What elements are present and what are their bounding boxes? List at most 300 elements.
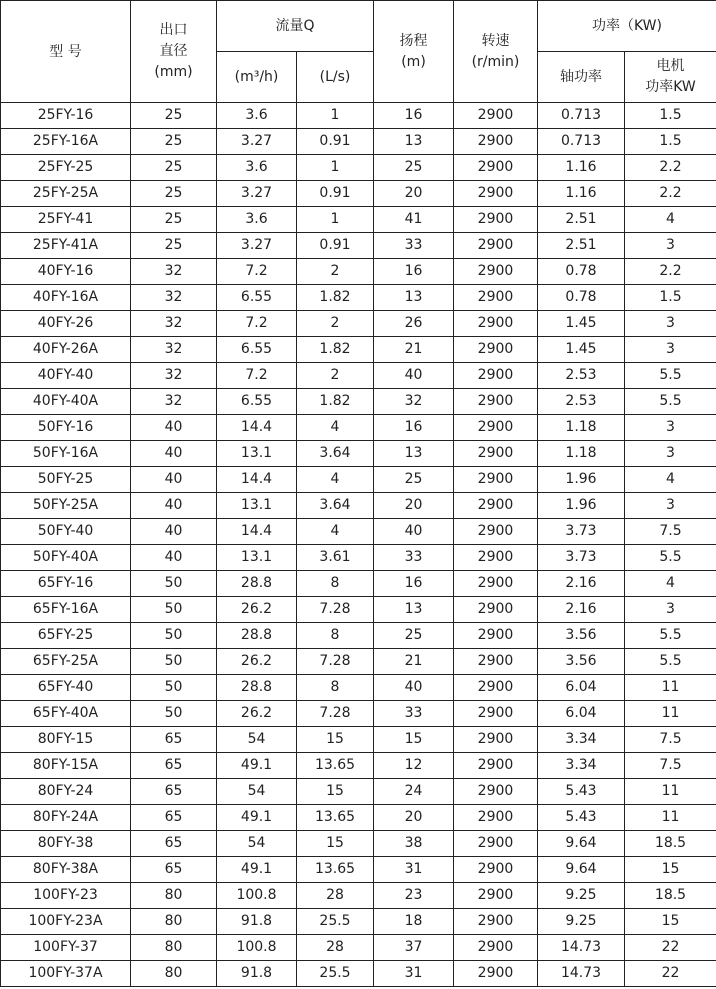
- speed-cell: 2900: [454, 727, 538, 753]
- table-row: [1, 701, 716, 727]
- model-cell: 50FY-25: [1, 467, 131, 493]
- speed-cell: 2900: [454, 779, 538, 805]
- table-row: [1, 909, 716, 935]
- motor-power-cell: 3: [625, 233, 716, 259]
- model-cell: 25FY-25A: [1, 181, 131, 207]
- flow-m3h-cell: 49.1: [217, 805, 297, 831]
- model-cell: 65FY-25A: [1, 649, 131, 675]
- shaft-power-cell: 3.73: [538, 545, 625, 571]
- table-row: [1, 233, 716, 259]
- outlet-cell: 32: [131, 311, 217, 337]
- motor-power-cell: 1.5: [625, 103, 716, 129]
- outlet-cell: 65: [131, 857, 217, 883]
- shaft-power-cell: 0.713: [538, 129, 625, 155]
- head-cell: 33: [374, 233, 454, 259]
- model-cell: 50FY-16A: [1, 441, 131, 467]
- shaft-power-cell: 0.78: [538, 285, 625, 311]
- shaft-power-cell: 2.16: [538, 571, 625, 597]
- speed-cell: 2900: [454, 883, 538, 909]
- flow-ls-cell: 15: [297, 727, 374, 753]
- speed-cell: 2900: [454, 623, 538, 649]
- speed-cell: 2900: [454, 181, 538, 207]
- flow-ls-cell: 0.91: [297, 129, 374, 155]
- table-row: [1, 155, 716, 181]
- table-body: [1, 103, 716, 987]
- header-flow: 流量Q: [217, 1, 374, 52]
- flow-m3h-cell: 26.2: [217, 597, 297, 623]
- head-cell: 18: [374, 909, 454, 935]
- flow-m3h-cell: 54: [217, 779, 297, 805]
- header-model: 型 号: [1, 1, 131, 103]
- motor-power-cell: 11: [625, 805, 716, 831]
- header-speed-line1: 转速: [481, 32, 510, 49]
- outlet-cell: 40: [131, 441, 217, 467]
- model-cell: 65FY-40: [1, 675, 131, 701]
- header-outlet-line2: 直径: [159, 43, 188, 59]
- flow-m3h-cell: 91.8: [217, 909, 297, 935]
- shaft-power-cell: 6.04: [538, 675, 625, 701]
- speed-cell: 2900: [454, 285, 538, 311]
- shaft-power-cell: 14.73: [538, 935, 625, 961]
- motor-power-cell: 5.5: [625, 545, 716, 571]
- flow-ls-cell: 1: [297, 207, 374, 233]
- head-cell: 16: [374, 571, 454, 597]
- motor-power-cell: 2.2: [625, 181, 716, 207]
- outlet-cell: 25: [131, 129, 217, 155]
- table-row: [1, 675, 716, 701]
- table-row: [1, 389, 716, 415]
- flow-m3h-cell: 26.2: [217, 649, 297, 675]
- motor-power-cell: 4: [625, 207, 716, 233]
- motor-power-cell: 3: [625, 311, 716, 337]
- table-row: [1, 519, 716, 545]
- shaft-power-cell: 5.43: [538, 779, 625, 805]
- speed-cell: 2900: [454, 337, 538, 363]
- flow-ls-cell: 3.64: [297, 441, 374, 467]
- flow-ls-cell: 1.82: [297, 389, 374, 415]
- speed-cell: 2900: [454, 701, 538, 727]
- outlet-cell: 40: [131, 519, 217, 545]
- motor-power-cell: 11: [625, 701, 716, 727]
- flow-m3h-cell: 49.1: [217, 857, 297, 883]
- shaft-power-cell: 0.713: [538, 103, 625, 129]
- motor-power-cell: 4: [625, 467, 716, 493]
- head-cell: 31: [374, 857, 454, 883]
- speed-cell: 2900: [454, 909, 538, 935]
- motor-power-cell: 11: [625, 675, 716, 701]
- flow-m3h-cell: 91.8: [217, 961, 297, 987]
- flow-m3h-cell: 6.55: [217, 389, 297, 415]
- table-row: [1, 493, 716, 519]
- header-flow-ls: (L/s): [297, 52, 374, 103]
- model-cell: 25FY-16: [1, 103, 131, 129]
- table-row: [1, 441, 716, 467]
- shaft-power-cell: 9.64: [538, 857, 625, 883]
- header-motor-power: [625, 52, 716, 103]
- shaft-power-cell: 2.53: [538, 389, 625, 415]
- outlet-cell: 40: [131, 415, 217, 441]
- flow-ls-cell: 13.65: [297, 857, 374, 883]
- flow-m3h-cell: 6.55: [217, 337, 297, 363]
- table-row: [1, 753, 716, 779]
- flow-ls-cell: 1: [297, 103, 374, 129]
- motor-power-cell: 3: [625, 493, 716, 519]
- flow-ls-cell: 1.82: [297, 285, 374, 311]
- flow-ls-cell: 4: [297, 467, 374, 493]
- head-cell: 38: [374, 831, 454, 857]
- shaft-power-cell: 6.04: [538, 701, 625, 727]
- outlet-cell: 32: [131, 285, 217, 311]
- model-cell: 50FY-40: [1, 519, 131, 545]
- head-cell: 33: [374, 701, 454, 727]
- table-row: [1, 311, 716, 337]
- flow-ls-cell: 4: [297, 519, 374, 545]
- table-row: [1, 857, 716, 883]
- speed-cell: 2900: [454, 675, 538, 701]
- header-outlet-diameter: [131, 1, 217, 103]
- flow-ls-cell: 25.5: [297, 909, 374, 935]
- motor-power-cell: 3: [625, 415, 716, 441]
- header-head-line2: (m): [401, 53, 426, 70]
- head-cell: 20: [374, 493, 454, 519]
- motor-power-cell: 1.5: [625, 285, 716, 311]
- shaft-power-cell: 1.45: [538, 311, 625, 337]
- motor-power-cell: 5.5: [625, 389, 716, 415]
- flow-ls-cell: 7.28: [297, 649, 374, 675]
- table-row: [1, 103, 716, 129]
- outlet-cell: 32: [131, 389, 217, 415]
- motor-power-cell: 3: [625, 337, 716, 363]
- shaft-power-cell: 9.25: [538, 909, 625, 935]
- flow-m3h-cell: 28.8: [217, 571, 297, 597]
- speed-cell: 2900: [454, 129, 538, 155]
- model-cell: 100FY-37: [1, 935, 131, 961]
- head-cell: 16: [374, 415, 454, 441]
- speed-cell: 2900: [454, 103, 538, 129]
- flow-m3h-cell: 28.8: [217, 623, 297, 649]
- flow-ls-cell: 1.82: [297, 337, 374, 363]
- head-cell: 37: [374, 935, 454, 961]
- speed-cell: 2900: [454, 467, 538, 493]
- flow-ls-cell: 7.28: [297, 701, 374, 727]
- flow-m3h-cell: 28.8: [217, 675, 297, 701]
- outlet-cell: 32: [131, 259, 217, 285]
- outlet-cell: 50: [131, 649, 217, 675]
- outlet-cell: 65: [131, 779, 217, 805]
- shaft-power-cell: 1.18: [538, 441, 625, 467]
- outlet-cell: 40: [131, 493, 217, 519]
- model-cell: 80FY-24A: [1, 805, 131, 831]
- table-row: [1, 935, 716, 961]
- table-row: [1, 805, 716, 831]
- model-cell: 65FY-25: [1, 623, 131, 649]
- head-cell: 40: [374, 675, 454, 701]
- flow-ls-cell: 28: [297, 935, 374, 961]
- header-power: 功率（KW): [538, 1, 716, 52]
- motor-power-cell: 1.5: [625, 129, 716, 155]
- flow-ls-cell: 28: [297, 883, 374, 909]
- motor-power-cell: 11: [625, 779, 716, 805]
- outlet-cell: 65: [131, 831, 217, 857]
- head-cell: 24: [374, 779, 454, 805]
- table-row: [1, 207, 716, 233]
- flow-ls-cell: 2: [297, 311, 374, 337]
- shaft-power-cell: 1.18: [538, 415, 625, 441]
- flow-m3h-cell: 14.4: [217, 519, 297, 545]
- model-cell: 40FY-26: [1, 311, 131, 337]
- shaft-power-cell: 3.56: [538, 649, 625, 675]
- motor-power-cell: 22: [625, 961, 716, 987]
- shaft-power-cell: 14.73: [538, 961, 625, 987]
- head-cell: 32: [374, 389, 454, 415]
- motor-power-cell: 3: [625, 441, 716, 467]
- table-row: [1, 623, 716, 649]
- shaft-power-cell: 3.56: [538, 623, 625, 649]
- speed-cell: 2900: [454, 207, 538, 233]
- table-row: [1, 545, 716, 571]
- flow-m3h-cell: 3.27: [217, 181, 297, 207]
- head-cell: 25: [374, 623, 454, 649]
- outlet-cell: 80: [131, 961, 217, 987]
- model-cell: 50FY-40A: [1, 545, 131, 571]
- motor-power-cell: 2.2: [625, 259, 716, 285]
- model-cell: 65FY-16A: [1, 597, 131, 623]
- table-row: [1, 181, 716, 207]
- header-head-line1: 扬程: [399, 32, 428, 49]
- table-row: [1, 727, 716, 753]
- shaft-power-cell: 1.16: [538, 181, 625, 207]
- motor-power-cell: 15: [625, 857, 716, 883]
- model-cell: 100FY-37A: [1, 961, 131, 987]
- head-cell: 25: [374, 467, 454, 493]
- speed-cell: 2900: [454, 389, 538, 415]
- table-row: [1, 961, 716, 987]
- head-cell: 25: [374, 155, 454, 181]
- table-row: [1, 285, 716, 311]
- head-cell: 13: [374, 597, 454, 623]
- head-cell: 13: [374, 129, 454, 155]
- header-shaft-power: 轴功率: [538, 52, 625, 103]
- flow-ls-cell: 13.65: [297, 805, 374, 831]
- model-cell: 40FY-16A: [1, 285, 131, 311]
- flow-m3h-cell: 49.1: [217, 753, 297, 779]
- shaft-power-cell: 9.64: [538, 831, 625, 857]
- flow-m3h-cell: 26.2: [217, 701, 297, 727]
- table-row: [1, 259, 716, 285]
- speed-cell: 2900: [454, 519, 538, 545]
- shaft-power-cell: 2.16: [538, 597, 625, 623]
- shaft-power-cell: 1.16: [538, 155, 625, 181]
- outlet-cell: 65: [131, 753, 217, 779]
- outlet-cell: 25: [131, 181, 217, 207]
- header-head: [374, 1, 454, 103]
- speed-cell: 2900: [454, 961, 538, 987]
- speed-cell: 2900: [454, 363, 538, 389]
- head-cell: 12: [374, 753, 454, 779]
- outlet-cell: 80: [131, 909, 217, 935]
- flow-m3h-cell: 3.27: [217, 233, 297, 259]
- model-cell: 80FY-24: [1, 779, 131, 805]
- outlet-cell: 50: [131, 675, 217, 701]
- shaft-power-cell: 3.73: [538, 519, 625, 545]
- flow-m3h-cell: 3.6: [217, 103, 297, 129]
- model-cell: 25FY-16A: [1, 129, 131, 155]
- table-row: [1, 883, 716, 909]
- table-row: [1, 571, 716, 597]
- motor-power-cell: 7.5: [625, 727, 716, 753]
- outlet-cell: 80: [131, 883, 217, 909]
- motor-power-cell: 5.5: [625, 623, 716, 649]
- motor-power-cell: 3: [625, 597, 716, 623]
- speed-cell: 2900: [454, 493, 538, 519]
- flow-m3h-cell: 3.27: [217, 129, 297, 155]
- head-cell: 41: [374, 207, 454, 233]
- flow-ls-cell: 7.28: [297, 597, 374, 623]
- table-row: [1, 129, 716, 155]
- outlet-cell: 40: [131, 545, 217, 571]
- flow-m3h-cell: 100.8: [217, 883, 297, 909]
- speed-cell: 2900: [454, 233, 538, 259]
- head-cell: 15: [374, 727, 454, 753]
- outlet-cell: 50: [131, 597, 217, 623]
- model-cell: 65FY-40A: [1, 701, 131, 727]
- shaft-power-cell: 9.25: [538, 883, 625, 909]
- flow-ls-cell: 0.91: [297, 233, 374, 259]
- flow-ls-cell: 15: [297, 831, 374, 857]
- motor-power-cell: 2.2: [625, 155, 716, 181]
- speed-cell: 2900: [454, 753, 538, 779]
- head-cell: 16: [374, 259, 454, 285]
- outlet-cell: 65: [131, 805, 217, 831]
- head-cell: 40: [374, 519, 454, 545]
- flow-ls-cell: 2: [297, 259, 374, 285]
- head-cell: 23: [374, 883, 454, 909]
- speed-cell: 2900: [454, 831, 538, 857]
- flow-m3h-cell: 7.2: [217, 311, 297, 337]
- outlet-cell: 25: [131, 103, 217, 129]
- model-cell: 100FY-23: [1, 883, 131, 909]
- speed-cell: 2900: [454, 545, 538, 571]
- shaft-power-cell: 1.96: [538, 467, 625, 493]
- model-cell: 80FY-38A: [1, 857, 131, 883]
- head-cell: 31: [374, 961, 454, 987]
- table-row: [1, 649, 716, 675]
- shaft-power-cell: 3.34: [538, 753, 625, 779]
- header-outlet-line3: (mm): [154, 64, 193, 80]
- flow-ls-cell: 0.91: [297, 181, 374, 207]
- speed-cell: 2900: [454, 649, 538, 675]
- speed-cell: 2900: [454, 155, 538, 181]
- model-cell: 25FY-41: [1, 207, 131, 233]
- outlet-cell: 25: [131, 233, 217, 259]
- head-cell: 21: [374, 337, 454, 363]
- shaft-power-cell: 1.45: [538, 337, 625, 363]
- head-cell: 13: [374, 441, 454, 467]
- shaft-power-cell: 2.51: [538, 207, 625, 233]
- flow-m3h-cell: 3.6: [217, 155, 297, 181]
- motor-power-cell: 18.5: [625, 831, 716, 857]
- outlet-cell: 80: [131, 935, 217, 961]
- header-speed: [454, 1, 538, 103]
- shaft-power-cell: 1.96: [538, 493, 625, 519]
- outlet-cell: 50: [131, 623, 217, 649]
- motor-power-cell: 4: [625, 571, 716, 597]
- table-row: [1, 597, 716, 623]
- flow-ls-cell: 13.65: [297, 753, 374, 779]
- head-cell: 40: [374, 363, 454, 389]
- flow-m3h-cell: 3.6: [217, 207, 297, 233]
- header-motor-line1: 电机: [656, 58, 685, 74]
- model-cell: 25FY-25: [1, 155, 131, 181]
- flow-m3h-cell: 54: [217, 727, 297, 753]
- model-cell: 50FY-16: [1, 415, 131, 441]
- outlet-cell: 25: [131, 207, 217, 233]
- model-cell: 40FY-16: [1, 259, 131, 285]
- motor-power-cell: 5.5: [625, 363, 716, 389]
- table-row: [1, 415, 716, 441]
- flow-m3h-cell: 100.8: [217, 935, 297, 961]
- head-cell: 33: [374, 545, 454, 571]
- model-cell: 50FY-25A: [1, 493, 131, 519]
- shaft-power-cell: 3.34: [538, 727, 625, 753]
- outlet-cell: 25: [131, 155, 217, 181]
- model-cell: 40FY-40A: [1, 389, 131, 415]
- flow-m3h-cell: 7.2: [217, 363, 297, 389]
- shaft-power-cell: 5.43: [538, 805, 625, 831]
- speed-cell: 2900: [454, 597, 538, 623]
- table-row: [1, 363, 716, 389]
- model-cell: 100FY-23A: [1, 909, 131, 935]
- motor-power-cell: 18.5: [625, 883, 716, 909]
- motor-power-cell: 5.5: [625, 649, 716, 675]
- outlet-cell: 40: [131, 467, 217, 493]
- model-cell: 65FY-16: [1, 571, 131, 597]
- flow-ls-cell: 4: [297, 415, 374, 441]
- model-cell: 25FY-41A: [1, 233, 131, 259]
- flow-ls-cell: 25.5: [297, 961, 374, 987]
- flow-ls-cell: 8: [297, 571, 374, 597]
- outlet-cell: 50: [131, 701, 217, 727]
- flow-m3h-cell: 13.1: [217, 493, 297, 519]
- shaft-power-cell: 0.78: [538, 259, 625, 285]
- speed-cell: 2900: [454, 259, 538, 285]
- head-cell: 21: [374, 649, 454, 675]
- table-row: [1, 337, 716, 363]
- shaft-power-cell: 2.53: [538, 363, 625, 389]
- shaft-power-cell: 2.51: [538, 233, 625, 259]
- motor-power-cell: 7.5: [625, 753, 716, 779]
- outlet-cell: 50: [131, 571, 217, 597]
- flow-ls-cell: 8: [297, 675, 374, 701]
- header-motor-line2: 功率KW: [645, 79, 696, 95]
- flow-m3h-cell: 6.55: [217, 285, 297, 311]
- table-row: [1, 467, 716, 493]
- head-cell: 20: [374, 805, 454, 831]
- model-cell: 40FY-40: [1, 363, 131, 389]
- table-row: [1, 779, 716, 805]
- flow-m3h-cell: 14.4: [217, 467, 297, 493]
- model-cell: 80FY-15A: [1, 753, 131, 779]
- flow-ls-cell: 3.61: [297, 545, 374, 571]
- motor-power-cell: 15: [625, 909, 716, 935]
- header-outlet-line1: 出口: [159, 22, 188, 38]
- speed-cell: 2900: [454, 311, 538, 337]
- flow-m3h-cell: 13.1: [217, 441, 297, 467]
- speed-cell: 2900: [454, 805, 538, 831]
- model-cell: 80FY-15: [1, 727, 131, 753]
- head-cell: 26: [374, 311, 454, 337]
- head-cell: 20: [374, 181, 454, 207]
